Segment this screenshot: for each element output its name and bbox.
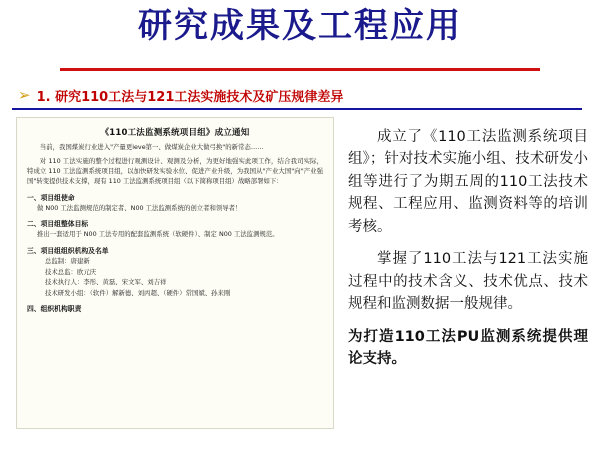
document-paragraph: 对 110 工法实施的整个过程进行观测设计、观测及分析，为更好地强实此项工作，结合我司实际，特成立 110 工法监测系统项目组，以加快研发实验水位、促进产业升级，为我国从"产业大国"向"产业强国"转变提供技术支撑，现有 110 工法监测系统项目组（以下简称项目组）战略部署如下： [27, 156, 323, 185]
document-section-title: 二、项目组整体目标 [27, 220, 89, 229]
document-title: 《110工法监测系统项目组》成立通知 [100, 128, 250, 138]
section-divider [12, 108, 582, 110]
document-section-title: 三、项目组组织机构及名单 [27, 246, 109, 255]
document-section-line: 推出一套适用于 N00 工法专用的配套监测系统（软硬件）、制定 N00 工法监测规范。 [37, 230, 279, 239]
title-divider [60, 68, 540, 71]
document-section-line: 技术总监：欧元庆 [45, 267, 97, 276]
document-section-line: 做 N00 工法监测规范的制定者、N00 工法监测系统的创立者和领导者！ [37, 203, 242, 212]
document-section-title: 一、项目组使命 [27, 193, 75, 202]
document-paragraph: 当前，我国煤炭行业进入"产量更ieve第一、做煤炭企业大做弓换"的新常态…… [39, 143, 264, 151]
section-heading-text: 1. 研究110工法与121工法实施技术及矿压规律差异 [36, 89, 344, 105]
body-paragraph: 成立了《110工法监测系统项目组》；针对技术实施小组、技术研发小组等进行了为期五周的110工法技术规程、工程应用、监测资料等的培训考核。 [348, 129, 588, 235]
document-section-title: 四、组织机构职责 [27, 305, 82, 314]
page-title [0, 8, 600, 45]
document-section-line: 总监制：唐建新 [45, 256, 90, 265]
document-scan-image [16, 117, 334, 429]
body-paragraph: 掌握了110工法与121工法实施过程中的技术含义、技术优点、技术规程和监测数据一般规律。 [348, 251, 588, 313]
body-paragraph-emphasis: 为打造110工法PU监测系统提供理论支持。 [348, 328, 588, 368]
document-section-line: 技术研发小组：（软件）解新德、刘丙超、（硬件）常国斌、孙来刚 [45, 288, 231, 297]
right-text-column [348, 126, 588, 371]
section-heading [10, 82, 590, 108]
document-section-line: 技术执行人：李彤、黄磊、宋文军、刘吉祥 [45, 278, 167, 287]
page-title-text: 研究成果及工程应用 [138, 6, 462, 46]
arrow-right-icon: ➢ [18, 86, 31, 104]
